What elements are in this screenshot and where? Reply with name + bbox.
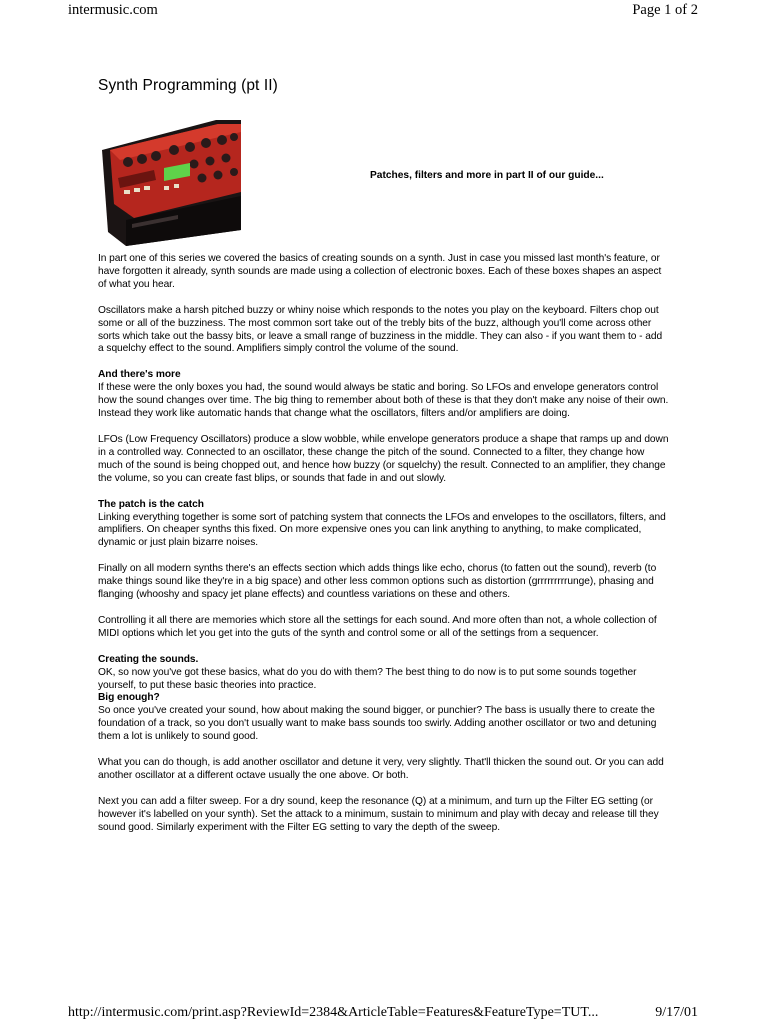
paragraph: Finally on all modern synths there's an effects section which adds things like echo, chorus (to fatten out the sound), reverb (to make things sound like they're in a big space) and other less common options such as distortion (grrrrrrrrrunge), phasing and flanging (whooshy and spacy jet plane effects) and countless variations on these and others.	[98, 563, 657, 601]
article-body	[98, 253, 670, 848]
synth-photo-icon	[98, 120, 241, 246]
footer-url: http://intermusic.com/print.asp?ReviewId=2384&ArticleTable=Features&FeatureType=TUT...	[68, 1005, 599, 1020]
paragraph: Oscillators make a harsh pitched buzzy or whiny noise which responds to the notes you play on the keyboard. Filters chop out some or all of the buzziness. The most common sort take out of the trebly bits of the buzz, although you'll come across other sorts which take out the bassy bits, or leave a small range of buzziness in the middle. They can also - if you want them to - add a squelchy effect to the sound. Amplifiers simply control the volume of the sound.	[98, 304, 663, 355]
paragraph: In part one of this series we covered the basics of creating sounds on a synth. Just in case you missed last month's feature, or have forgotten it already, synth sounds are made using a collection of electronic boxes. Each of these boxes shapes an aspect of what you hear.	[98, 253, 662, 290]
paragraph: LFOs (Low Frequency Oscillators) produce a slow wobble, while envelope generators produce a shape that ramps up and down in a controlled way. Connected to an oscillator, these change the pitch of the sound. Connected to a filter, they change how much of the sound is being chopped out, and hence how buzzy (or squelchy) the result. Connected to an amplifier, they change the volume, so you can create fast blips, or sounds that fade in and out slowly.	[98, 433, 669, 484]
paragraph: What you can do though, is add another oscillator and detune it very, very slightly. That'll thicken the sound out. Or you can add another oscillator at a different octave usually the one above. Or both.	[98, 757, 664, 781]
paragraph: If these were the only boxes you had, the sound would always be static and boring. So LFOs and envelope generators control how the sound changes over time. The big thing to remember about both of these is that they don't make any noise of their own. Instead they work like automatic hands that change what the oscillators, filters and/or amplifiers are doing.	[98, 382, 669, 420]
paragraph: Linking everything together is some sort of patching system that connects the LFOs and envelopes to the oscillators, filters, and amplifiers. On cheaper synths this fixed. On more expensive ones you can link anything to anything, to make complicated, dynamic or just plain bizarre noises.	[98, 511, 666, 549]
footer-date: 9/17/01	[655, 1005, 698, 1020]
paragraph: Next you can add a filter sweep. For a dry sound, keep the resonance (Q) at a minimum, and turn up the Filter EG setting (or however it's labelled on your synth). Set the attack to a minimum, sustain to minimum and play with decay and release till they sound good. Similarly experiment with the Filter EG setting to vary the depth of the sweep.	[98, 795, 659, 833]
paragraph: OK, so now you've got these basics, what do you do with them? The best thing to do now is to put some sounds together yourself, to put these basic theories into practice.	[98, 666, 637, 691]
page-number: Page 1 of 2	[632, 2, 698, 18]
page-title: Synth Programming (pt II)	[98, 77, 278, 94]
site-name: intermusic.com	[68, 2, 158, 18]
section-heading: Big enough?	[98, 692, 160, 704]
section-heading: And there's more	[98, 369, 181, 381]
section-heading: Creating the sounds.	[98, 653, 199, 665]
paragraph: Controlling it all there are memories which store all the settings for each sound. And more often than not, a whole collection of MIDI options which let you get into the guts of the synth and control some or all of the settings from a sequencer.	[98, 614, 657, 639]
paragraph: So once you've created your sound, how about making the sound bigger, or punchier? The bass is usually there to create the foundation of a track, so you don't usually want to make bass sounds too swirly. Adding another oscillator or two and detuning them a lot is unlikely to sound good.	[98, 705, 657, 743]
article-tagline: Patches, filters and more in part II of our guide...	[370, 170, 604, 181]
section-heading: The patch is the catch	[98, 498, 204, 510]
